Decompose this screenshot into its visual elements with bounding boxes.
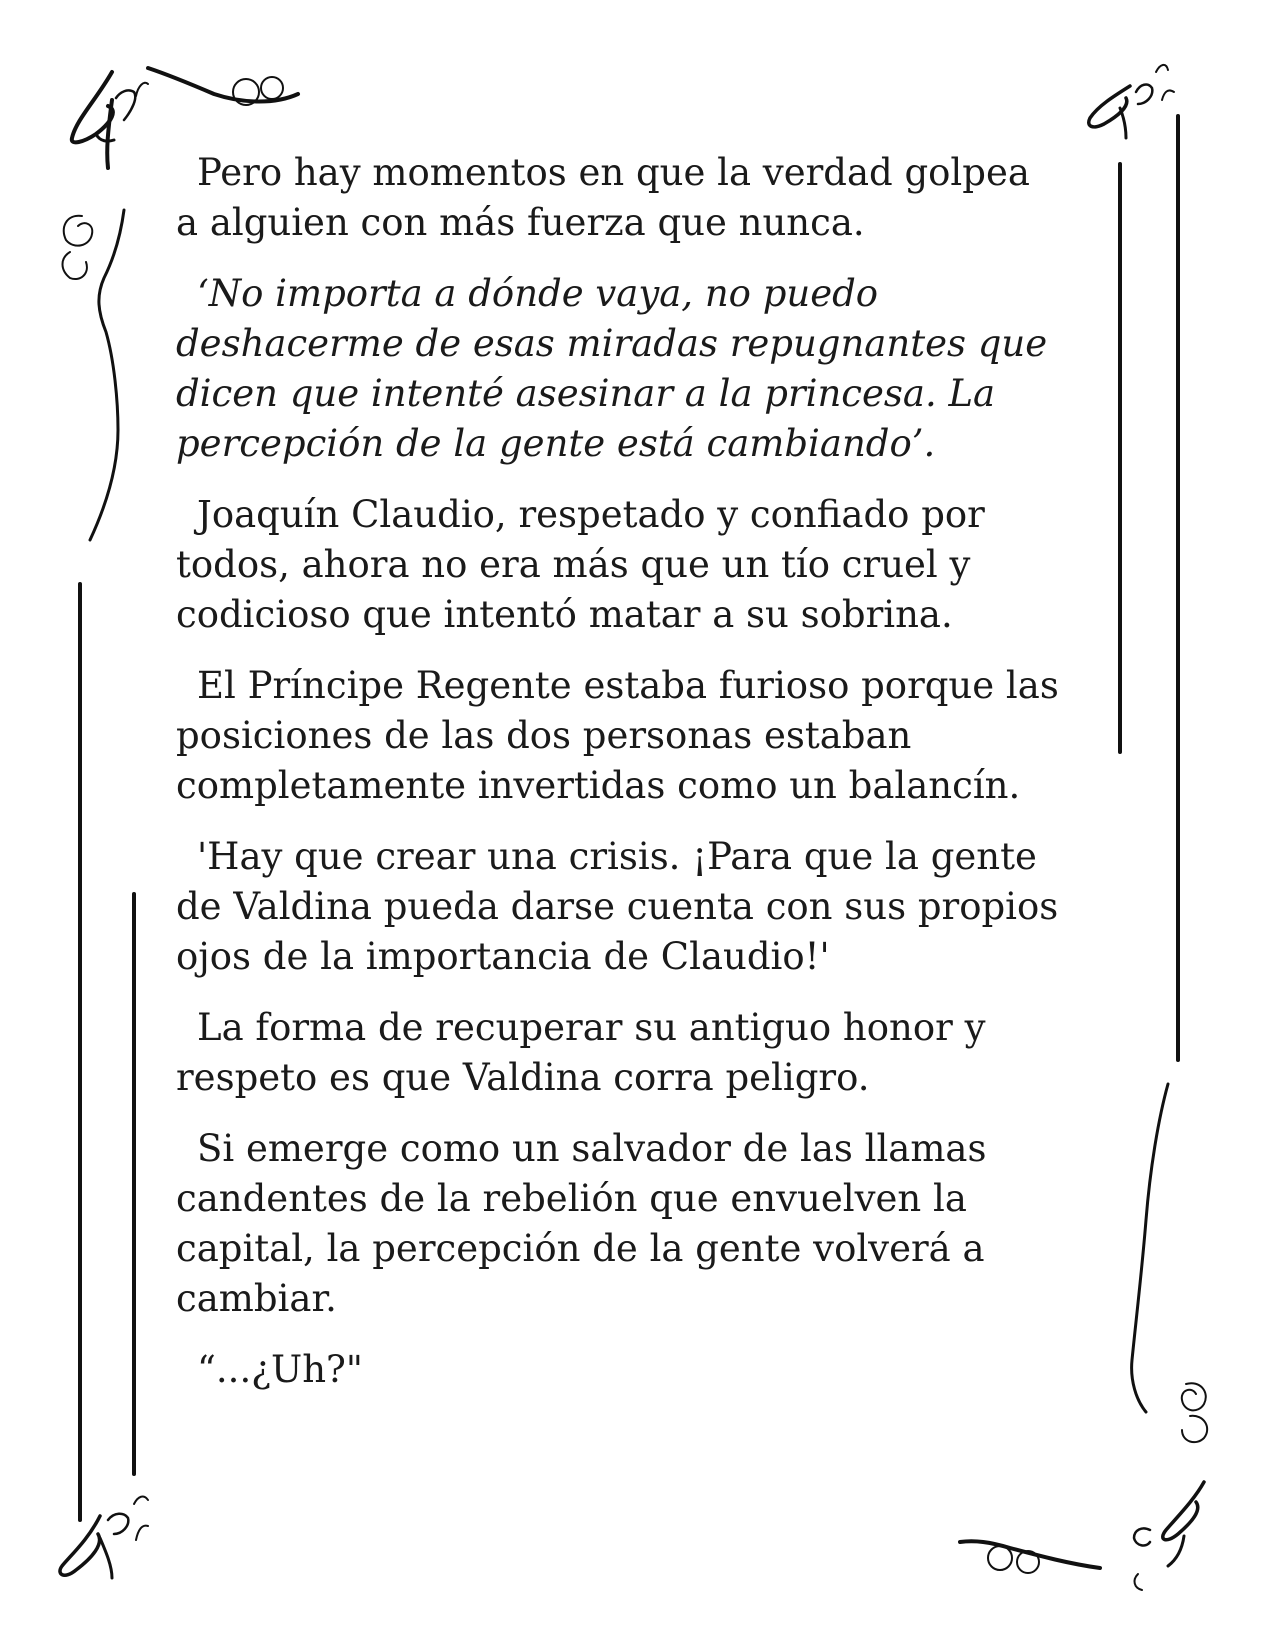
page-body [176,148,1096,1416]
flourish-bottom-left-icon [60,1497,148,1578]
flourish-top-right-icon [1089,65,1174,138]
paragraph-4: El Príncipe Regente estaba furioso porque las posiciones de las dos personas estaban completamente invertidas como un balancín. [176,664,1059,807]
paragraph-8-dialogue: “...¿Uh?" [197,1348,363,1391]
paragraph-2-thought: ‘No importa a dónde vaya, no puedo deshacerme de esas miradas repugnantes que dicen que intenté asesinar a la princesa. La percepción de la gente está cambiando’. [176,272,1048,465]
paragraph-7: Si emerge como un salvador de las llamas candentes de la rebelión que envuelven la capital, la percepción de la gente volverá a cambiar. [176,1127,987,1320]
paragraph-1: Pero hay momentos en que la verdad golpea a alguien con más fuerza que nunca. [176,151,1030,244]
paragraph-5: 'Hay que crear una crisis. ¡Para que la gente de Valdina pueda darse cuenta con sus propios ojos de la importancia de Claudio!' [176,835,1059,978]
paragraph-6: La forma de recuperar su antiguo honor y respeto es que Valdina corra peligro. [176,1006,986,1099]
paragraph-3: Joaquín Claudio, respetado y confiado por todos, ahora no era más que un tío cruel y codicioso que intentó matar a su sobrina. [176,493,985,636]
